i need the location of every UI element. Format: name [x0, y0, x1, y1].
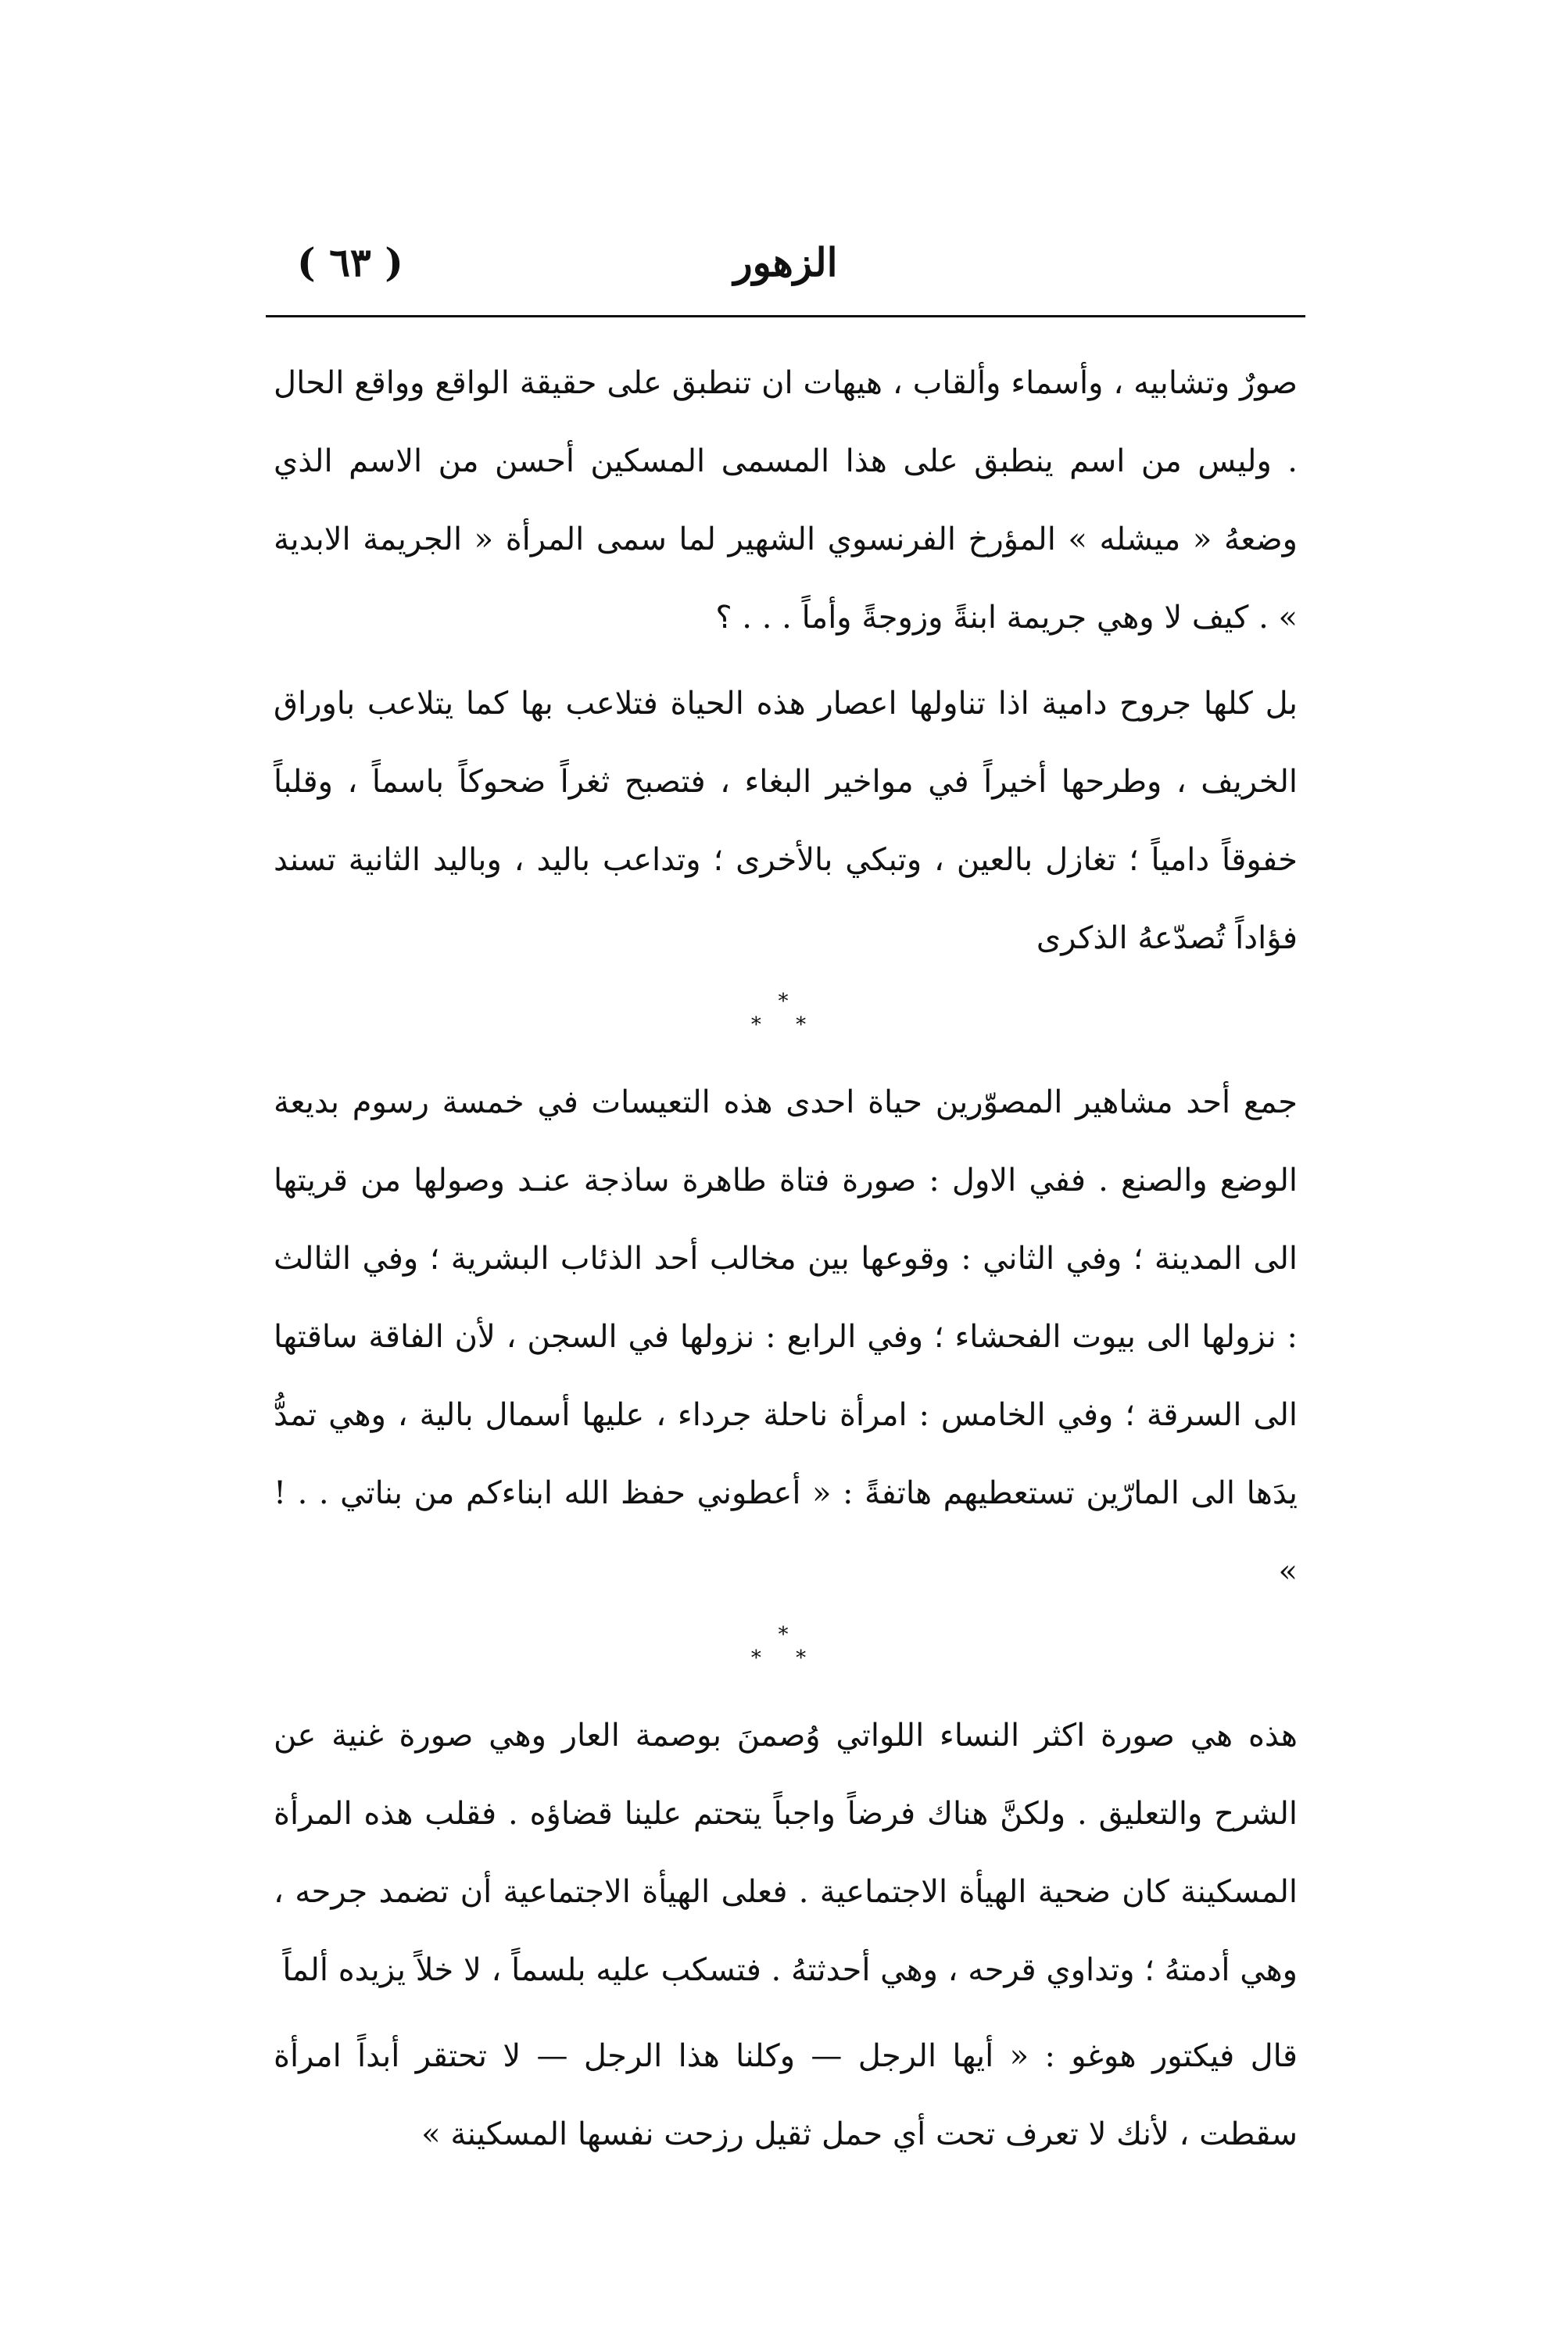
header-rule	[266, 315, 1305, 317]
separator-star-top: *	[778, 1623, 793, 1646]
separator-stars-bottom: * *	[750, 1646, 821, 1670]
paragraph-4: هذه هي صورة اكثر النساء اللواتي وُصمنَ بوصمة العار وهي صورة غنية عن الشرح والتعليق . ولكنَّ هناك فرضاً واجباً يتحتم علينا قضاؤه . فقلب هذه المرأة المسكينة كان ضحية الهيأة الاجتماعية . فعلى الهيأة الاجتماعية أن تضمد جرحه ، وهي أدمتهُ ؛ وتداوي قرحه ، وهي أحدثتهُ . فتسكب عليه بلسماً ، لا خلاً يزيده ألماً	[274, 1718, 1298, 1988]
page-header	[266, 235, 1305, 305]
separator-star-top: *	[778, 990, 793, 1013]
paragraph-5: قال فيكتور هوغو : « أيها الرجل — وكلنا هذا الرجل — لا تحتقر أبداً امرأة سقطت ، لأنك لا تعرف تحت أي حمل ثقيل رزحت نفسها المسكينة »	[274, 2038, 1298, 2152]
separator-stars-bottom: * *	[750, 1013, 821, 1037]
page-number: ( ٦٣ )	[297, 239, 403, 285]
paragraph-1: صورٌ وتشابيه ، وأسماء وألقاب ، هيهات ان تنطبق على حقيقة الواقع وواقع الحال . وليس من اسم ينطبق على هذا المسمى المسكين أحسن من الاسم الذي وضعهُ « ميشله » المؤرخ الفرنسوي الشهير لما سمى المرأة « الجريمة الابدية » . كيف لا وهي جريمة ابنةً وزوجةً وأماً . . . ؟	[274, 365, 1298, 636]
body-text	[274, 344, 1298, 2173]
paragraph-3: جمع أحد مشاهير المصوّرين حياة احدى هذه التعيسات في خمسة رسوم بديعة الوضع والصنع . ففي الاول : صورة فتاة طاهرة ساذجة عنـد وصولها من قريتها الى المدينة ؛ وفي الثاني : وقوعها بين مخالب أحد الذئاب البشرية ؛ وفي الثالث : نزولها الى بيوت الفحشاء ؛ وفي الرابع : نزولها في السجن ، لأن الفاقة ساقتها الى السرقة ؛ وفي الخامس : امرأة ناحلة جرداء ، عليها أسمال بالية ، وهي تمدُّ يدَها الى المارّين تستعطيهم هاتفةً : « أعطوني حفظ الله ابناءكم من بناتي . . ! »	[274, 1084, 1298, 1589]
asterism-separator-1	[274, 977, 1298, 1063]
paragraph-2: بل كلها جروح دامية اذا تناولها اعصار هذه الحياة فتلاعب بها كما يتلاعب باوراق الخريف ، وطرحها أخيراً في مواخير البغاء ، فتصبح ثغراً ضحوكاً باسماً ، وقلباً خفوقاً دامياً ؛ تغازل بالعين ، وتبكي بالأخرى ؛ وتداعب باليد ، وباليد الثانية تسند فؤاداً تُصدّعهُ الذكرى	[274, 686, 1298, 956]
running-title: الزهور	[733, 239, 838, 285]
asterism-separator-2	[274, 1611, 1298, 1697]
